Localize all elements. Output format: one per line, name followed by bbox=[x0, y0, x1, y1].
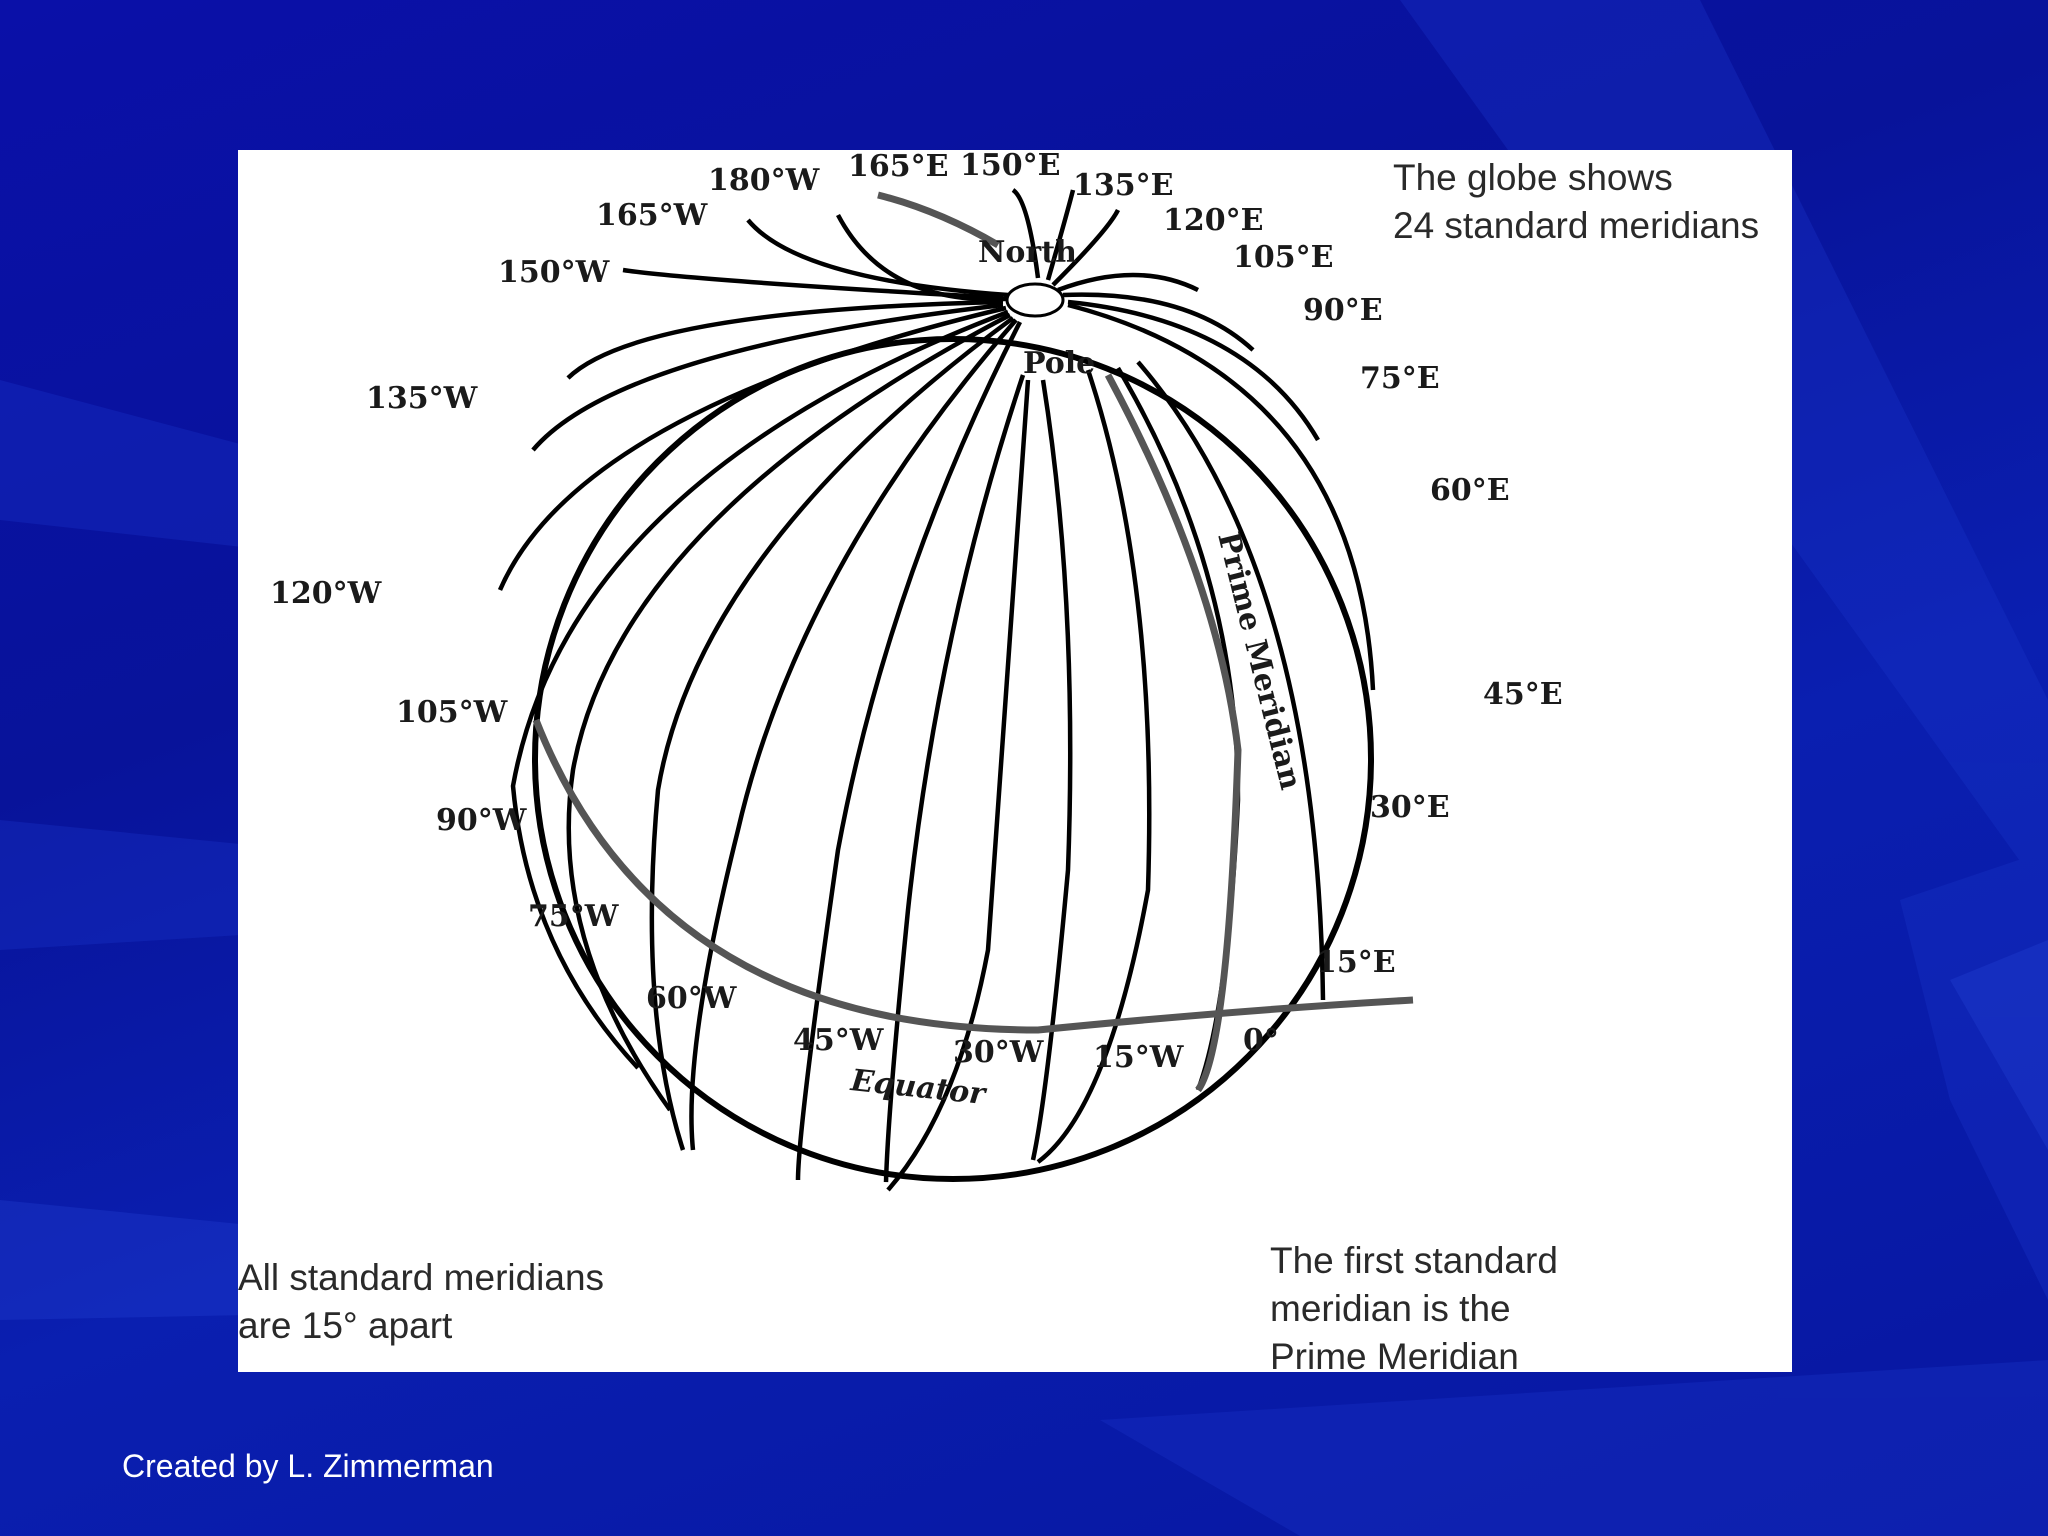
meridian-label-0: 0° bbox=[1243, 1023, 1279, 1058]
note-line: Prime Meridian bbox=[1270, 1336, 1519, 1372]
meridian-line bbox=[500, 308, 1006, 590]
meridian-label-45w: 45°W bbox=[793, 1023, 884, 1058]
note-line: 24 standard meridians bbox=[1393, 205, 1760, 246]
note-bottom-right bbox=[1270, 1237, 1558, 1372]
note-top-right bbox=[1393, 154, 1759, 250]
meridian-label-15e: 15°E bbox=[1316, 945, 1396, 980]
meridian-label-150e: 150°E bbox=[960, 150, 1061, 183]
meridian-label-135w: 135°W bbox=[366, 381, 478, 416]
meridian-line bbox=[569, 315, 1010, 1113]
meridian-label-60w: 60°W bbox=[646, 981, 737, 1016]
meridian-label-75w: 75°W bbox=[528, 899, 619, 934]
meridian-label-30w: 30°W bbox=[953, 1035, 1044, 1070]
meridian-label-135e: 135°E bbox=[1073, 168, 1174, 203]
note-line: The first standard bbox=[1270, 1240, 1558, 1281]
meridian-label-180w: 180°W bbox=[708, 163, 820, 198]
meridian-label-15w: 15°W bbox=[1093, 1040, 1184, 1075]
north-label: North bbox=[978, 235, 1077, 270]
slide-footer-credit: Created by L. Zimmerman bbox=[122, 1448, 494, 1484]
meridian-label-120e: 120°E bbox=[1163, 203, 1264, 238]
pole-label: Pole bbox=[1023, 346, 1096, 381]
meridian-label-75e: 75°E bbox=[1360, 361, 1440, 396]
meridian-label-120w: 120°W bbox=[270, 576, 382, 611]
globe-diagram bbox=[238, 150, 1792, 1372]
note-line: meridian is the bbox=[1270, 1288, 1511, 1329]
meridian-label-105w: 105°W bbox=[396, 695, 508, 730]
meridian-label-165w: 165°W bbox=[596, 198, 708, 233]
meridian-label-150w: 150°W bbox=[498, 255, 610, 290]
meridian-label-60e: 60°E bbox=[1430, 473, 1510, 508]
meridian-label-90w: 90°W bbox=[436, 803, 527, 838]
note-bottom-left bbox=[238, 1254, 604, 1350]
north-pole-marker bbox=[1007, 284, 1063, 316]
equator-label: Equator bbox=[849, 1063, 987, 1113]
note-line: are 15° apart bbox=[238, 1305, 453, 1346]
meridian-label-45e: 45°E bbox=[1483, 677, 1563, 712]
meridian-line bbox=[1058, 275, 1198, 290]
meridian-label-30e: 30°E bbox=[1370, 790, 1450, 825]
meridian-label-105e: 105°E bbox=[1233, 240, 1334, 275]
meridian-label-90e: 90°E bbox=[1303, 293, 1383, 328]
note-line: All standard meridians bbox=[238, 1257, 605, 1298]
meridian-line bbox=[623, 270, 1003, 298]
meridian-label-165e: 165°E bbox=[848, 150, 949, 184]
note-line: The globe shows bbox=[1393, 157, 1673, 198]
globe-diagram-panel bbox=[238, 150, 1792, 1372]
prime-meridian-label: Prime Meridian bbox=[1210, 528, 1309, 794]
